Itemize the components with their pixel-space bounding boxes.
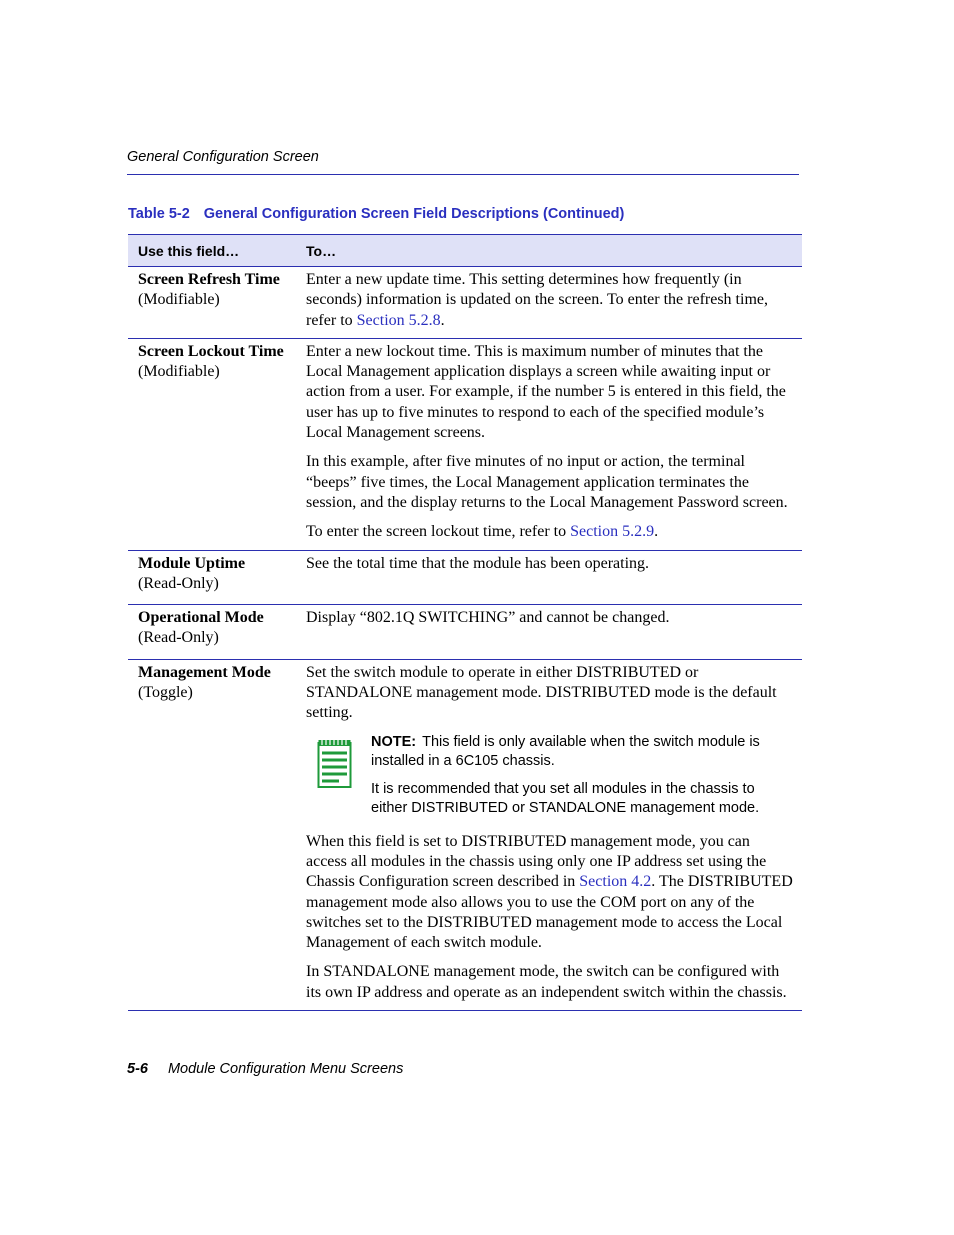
field-description-table <box>128 234 802 1011</box>
description-cell <box>297 605 802 660</box>
table-row <box>128 605 802 660</box>
field-cell <box>128 605 297 660</box>
paragraph-text: To enter the screen lockout time, refer to <box>306 523 571 541</box>
description-paragraph <box>306 270 794 331</box>
running-head: General Configuration Screen <box>127 149 319 165</box>
paragraph-text: When this field is set to DISTRIBUTED management mode, you can access all modules in the chassis using only one IP address set using the Chassis Configuration screen described in <box>306 832 767 891</box>
description-paragraph: In this example, after five minutes of no input or action, the terminal “beeps” five times, the Local Management application terminates the session, and the display returns to the Local Management Password screen. <box>306 453 788 511</box>
field-mode: (Toggle) <box>138 684 193 702</box>
field-name: Screen Lockout Time <box>138 342 284 360</box>
column-header-field: Use this field… <box>128 235 297 267</box>
field-cell <box>128 338 297 550</box>
table-number: Table 5-2 <box>128 206 190 222</box>
page-footer <box>127 1061 403 1077</box>
field-cell <box>128 267 297 339</box>
field-mode: (Read-Only) <box>138 574 219 592</box>
paragraph-text-end: . <box>654 523 659 541</box>
note-box <box>306 733 794 819</box>
column-header-action: To… <box>297 235 802 267</box>
chapter-title: Module Configuration Menu Screens <box>167 1061 404 1077</box>
field-cell <box>128 550 297 605</box>
table-caption <box>128 206 624 222</box>
paragraph-text-end: . The DISTRIBUTED management mode also allows you to use the COM port on any of the switches set to the DISTRIBUTED management mode to access the Local Management of each switch module. <box>306 873 793 952</box>
field-name: Operational Mode <box>138 609 264 627</box>
note-paragraph <box>371 733 794 772</box>
section-link[interactable]: Section 4.2 <box>579 873 652 891</box>
description-cell <box>297 338 802 550</box>
field-mode: (Modifiable) <box>138 363 220 381</box>
note-body <box>371 733 794 819</box>
table-row <box>128 550 802 605</box>
table-row <box>128 338 802 550</box>
table-row <box>128 659 802 1010</box>
description-paragraph <box>306 522 794 542</box>
section-link[interactable]: Section 5.2.8 <box>356 311 441 329</box>
field-mode: (Read-Only) <box>138 629 219 647</box>
table-header-row <box>128 235 802 267</box>
description-paragraph <box>306 832 794 954</box>
description-paragraph: See the total time that the module has been operating. <box>306 554 650 572</box>
description-cell <box>297 267 802 339</box>
description-paragraph: Enter a new lockout time. This is maximum number of minutes that the Local Management application displays a screen while awaiting input or action from a user. For example, if the number 5 is entered in this field, the user has up to five minutes to respond to each of the specified module’s Local Management screens. <box>306 342 786 442</box>
note-text: This field is only available when the switch module is installed in a 6C105 chassis. <box>371 733 760 770</box>
description-paragraph: Set the switch module to operate in either DISTRIBUTED or STANDALONE management mode. DISTRIBUTED mode is the default setting. <box>306 663 777 722</box>
paragraph-text: Enter a new update time. This setting determines how frequently (in seconds) information is updated on the screen. To enter the refresh time, refer to <box>306 271 768 329</box>
field-name: Management Mode <box>138 663 271 681</box>
description-paragraph: Display “802.1Q SWITCHING” and cannot be changed. <box>306 609 670 627</box>
description-cell <box>297 550 802 605</box>
description-cell <box>297 659 802 1010</box>
paragraph-text-end: . <box>440 311 445 329</box>
notepad-icon <box>317 737 352 789</box>
header-rule <box>127 174 799 175</box>
field-mode: (Modifiable) <box>138 291 220 309</box>
note-paragraph: It is recommended that you set all modules in the chassis to either DISTRIBUTED or STANDALONE management mode. <box>371 780 760 817</box>
table-row <box>128 267 802 339</box>
field-cell <box>128 659 297 1010</box>
table-title: General Configuration Screen Field Descriptions (Continued) <box>203 206 625 222</box>
section-link[interactable]: Section 5.2.9 <box>570 523 655 541</box>
field-name: Module Uptime <box>138 554 246 572</box>
field-name: Screen Refresh Time <box>138 271 280 288</box>
page-number: 5-6 <box>127 1061 148 1077</box>
note-label: NOTE: <box>371 733 417 750</box>
description-paragraph: In STANDALONE management mode, the switch can be configured with its own IP address and operate as an independent switch within the chassis. <box>306 963 787 1001</box>
